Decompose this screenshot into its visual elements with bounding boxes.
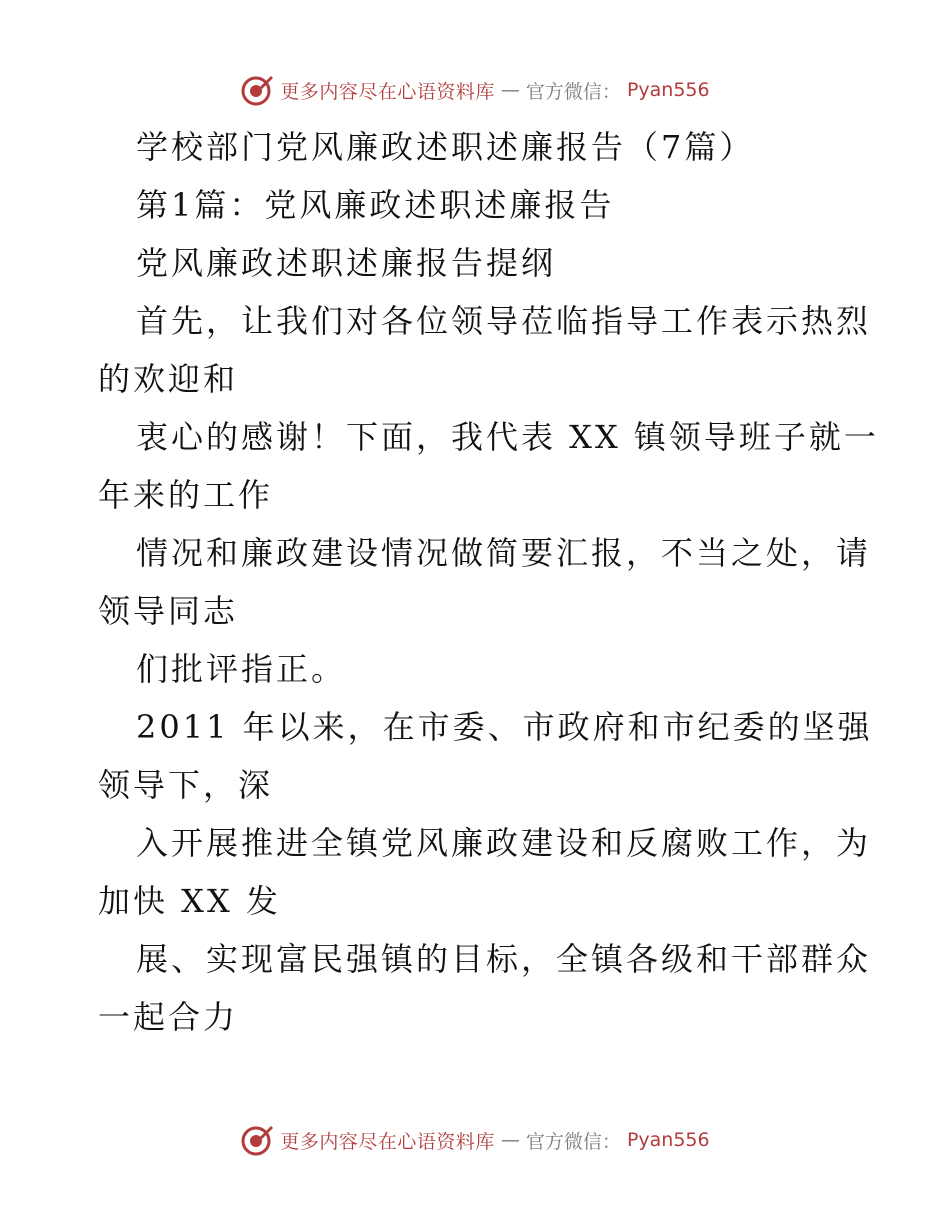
watermark-brand-text: 更多内容尽在心语资料库 — [280, 1130, 495, 1153]
paragraph-line: 入开展推进全镇党风廉政建设和反腐败工作，为 — [136, 824, 872, 862]
pen-in-circle-icon — [240, 1123, 274, 1157]
paragraph-line: 一起合力 — [98, 998, 239, 1036]
section-heading: 第1篇：党风廉政述职述廉报告 — [136, 186, 615, 224]
paragraph-line: 们批评指正。 — [136, 650, 347, 688]
watermark-label: 官方微信： — [525, 80, 621, 103]
document-body — [98, 118, 879, 1046]
paragraph-line: 领导下，深 — [98, 766, 274, 804]
paragraph-line: 衷心的感谢！下面，我代表 XX 镇领导班子就一 — [136, 418, 879, 456]
paragraph-line: 加快 XX 发 — [98, 882, 281, 920]
paragraph-line: 情况和廉政建设情况做简要汇报，不当之处，请 — [136, 534, 872, 572]
watermark-account: Pyan556 — [626, 1129, 710, 1151]
document-title: 学校部门党风廉政述职述廉报告（7篇） — [136, 128, 755, 166]
watermark-brand-text: 更多内容尽在心语资料库 — [280, 80, 495, 103]
watermark-account: Pyan556 — [626, 79, 710, 101]
paragraph-line: 展、实现富民强镇的目标，全镇各级和干部群众 — [136, 940, 872, 978]
paragraph-line: 2011 年以来，在市委、市政府和市纪委的坚强 — [136, 708, 873, 746]
footer-watermark — [0, 1120, 950, 1160]
header-watermark — [0, 70, 950, 110]
watermark-label: 官方微信： — [525, 1130, 621, 1153]
paragraph-line: 的欢迎和 — [98, 360, 239, 398]
watermark-separator: — — [500, 1129, 520, 1151]
paragraph-line: 年来的工作 — [98, 476, 274, 514]
paragraph-line: 首先，让我们对各位领导莅临指导工作表示热烈 — [136, 302, 872, 340]
subsection-heading: 党风廉政述职述廉报告提纲 — [136, 244, 557, 282]
pen-in-circle-icon — [240, 73, 274, 107]
paragraph-line: 领导同志 — [98, 592, 239, 630]
watermark-separator: — — [500, 79, 520, 101]
